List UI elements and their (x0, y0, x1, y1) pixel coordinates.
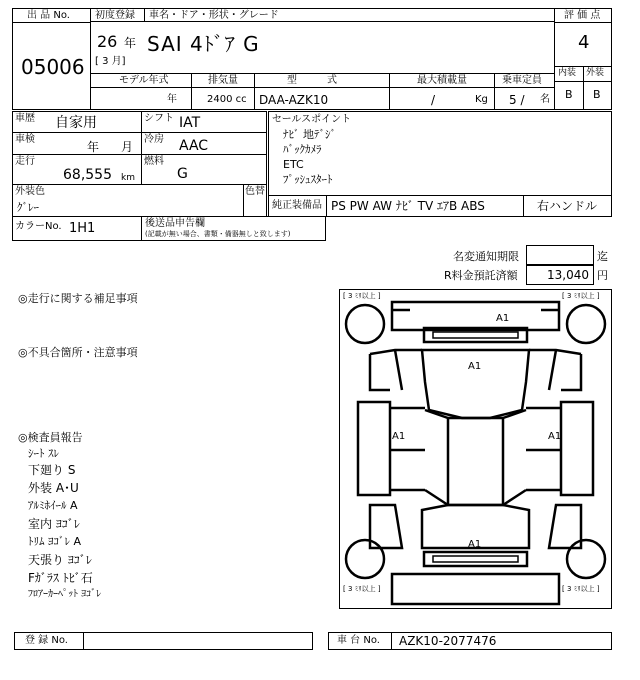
aftermarket-note: (記載が無い場合、書類・備器無しと致します) (145, 230, 291, 238)
mileage-label: 走行 (15, 156, 35, 167)
chassis-number-value: AZK10-2077476 (399, 634, 497, 648)
steering-side-value: 右ハンドル (537, 199, 598, 213)
max-load-value: / (431, 93, 436, 107)
inspector-report-list (28, 448, 101, 608)
chassis-number-box (328, 632, 612, 650)
recycle-fee-label: R料金預託済額 (444, 269, 518, 282)
first-registration-month: [ 3 月] (95, 56, 126, 67)
repaint-label: 色替 (245, 186, 265, 197)
tire-rear-right-depth: [ 3 ﾐﾘ以上 ] (562, 585, 600, 593)
sales-point-4: ﾌﾟｯｼｭｽﾀｰﾄ (283, 173, 333, 186)
tire-front-right-icon (567, 305, 605, 343)
lot-number: 05006 (21, 55, 85, 79)
shift-label: シフト (144, 113, 174, 124)
shift-value: IAT (179, 115, 201, 131)
chassis-number-label: 車 台 No. (337, 635, 380, 646)
sales-point-2: ﾊﾞｯｸｶﾒﾗ (283, 143, 322, 156)
capacity-value: 5 / (509, 93, 525, 107)
tire-front-right-depth: [ 3 ﾐﾘ以上 ] (562, 292, 600, 300)
rear-panel (424, 552, 527, 566)
recycle-fee-box (526, 265, 594, 285)
inspector-line: 天張り ﾖｺﾞﾚ (28, 553, 92, 567)
details-grid (12, 111, 267, 217)
exterior-color-value: ｸﾞﾚｰ (17, 201, 39, 214)
exterior-color-label: 外装色 (15, 186, 45, 197)
max-load-label: 最大積載量 (417, 75, 467, 86)
damage-mark-front-bumper: A1 (496, 313, 510, 324)
displacement-value: 2400 cc (207, 94, 247, 105)
equipment-label: 純正装備品 (272, 200, 322, 211)
aftermarket-label: 後送品申告欄 (145, 218, 205, 229)
equipment-value: PS PW AW ﾅﾋﾞ TV ｴｱB ABS (331, 199, 485, 213)
interior-grade-label: 内装 (558, 68, 577, 78)
sales-points-title: セールスポイント (272, 114, 352, 125)
damage-mark-trunk: A1 (468, 539, 482, 550)
front-bumper-outline (392, 302, 559, 330)
car-diagram-frame (339, 289, 612, 609)
lot-number-label: 出 品 No. (27, 10, 70, 21)
damage-mark-left-side: A1 (392, 431, 406, 442)
color-no-label: カラーNo. (15, 221, 62, 232)
inspector-line: 室内 ﾖｺﾞﾚ (28, 517, 80, 531)
ac-label: 冷房 (144, 134, 164, 145)
inspector-line: 外装 A･U (28, 481, 79, 495)
driving-notes-title: ◎走行に関する補足事項 (18, 292, 138, 305)
right-front-fender (529, 350, 581, 390)
first-registration-label: 初度登録 (95, 10, 135, 21)
tire-front-left-depth: [ 3 ﾐﾘ以上 ] (343, 292, 381, 300)
sales-point-1: ﾅﾋﾞ 地ﾃﾞｼﾞ (283, 128, 336, 141)
max-load-unit: Kg (475, 94, 488, 105)
left-side-outline (358, 402, 425, 495)
mileage-value: 68,555 (63, 167, 112, 183)
sales-point-3: ETC (283, 158, 304, 171)
type-label: 型 式 (287, 75, 337, 86)
damage-mark-hood: A1 (468, 361, 482, 372)
fuel-label: 燃料 (144, 156, 164, 167)
type-value: DAA-AZK10 (259, 93, 329, 107)
inspection-label: 車検 (15, 134, 35, 145)
grade-box (554, 8, 612, 110)
car-body-diagram (340, 290, 611, 608)
right-side-outline (526, 402, 593, 495)
inspector-line: Fｶﾞﾗｽ ﾄﾋﾞ石 (28, 571, 93, 585)
model-year-label: モデル年式 (119, 75, 169, 86)
recycle-fee-value: 13,040 (547, 268, 589, 282)
capacity-unit: 名 (540, 94, 550, 105)
fuel-value: G (177, 166, 188, 182)
registration-number-label: 登 録 No. (25, 635, 68, 646)
tire-rear-right-icon (567, 540, 605, 578)
registration-number-box (14, 632, 313, 650)
grade-value: 4 (578, 32, 590, 53)
rear-bumper-outline (392, 574, 559, 604)
name-change-deadline-label: 名変通知期限 (453, 250, 519, 263)
first-registration-year: 26 (97, 32, 118, 51)
tire-rear-left-icon (346, 540, 384, 578)
defects-notes-title: ◎不具合箇所・注意事項 (18, 346, 138, 359)
car-name-label: 車名・ドア・形状・グレード (149, 10, 279, 21)
left-front-fender (370, 350, 422, 390)
history-label: 車歴 (15, 113, 35, 124)
color-no-value: 1H1 (69, 221, 96, 236)
interior-grade-value: B (565, 88, 573, 101)
damage-mark-right-side: A1 (548, 431, 562, 442)
exterior-grade-label: 外装 (586, 68, 605, 78)
lot-number-box (12, 8, 91, 110)
color-no-row (12, 216, 326, 241)
car-name: SAI 4ﾄﾞｱ G (147, 32, 260, 56)
roof-outline (448, 418, 503, 505)
ac-value: AAC (179, 138, 209, 154)
inspection-year: 年 (87, 140, 100, 154)
inspector-line: ｱﾙﾐﾎｲｰﾙ A (28, 499, 78, 512)
displacement-label: 排気量 (208, 75, 238, 86)
equipment-row (268, 195, 612, 217)
mileage-unit: km (121, 173, 135, 183)
grade-label: 評 価 点 (564, 10, 601, 21)
capacity-label: 乗車定員 (502, 75, 542, 86)
exterior-grade-value: B (593, 88, 601, 101)
spec-row (90, 73, 555, 110)
recycle-fee-unit: 円 (597, 269, 608, 282)
inspection-month: 月 (121, 140, 134, 154)
cabin-outline (425, 410, 526, 505)
name-change-deadline-value (526, 245, 594, 265)
inspector-line: ﾌﾛｱｰｶｰﾍﾟｯﾄ ﾖｺﾞﾚ (28, 589, 102, 600)
inspector-line: ｼｰﾄ ｽﾚ (28, 447, 59, 460)
tire-front-left-icon (346, 305, 384, 343)
inspector-report-title: ◎検査員報告 (18, 431, 83, 444)
inspector-line: 下廻り S (28, 463, 76, 477)
inspector-line: ﾄﾘﾑ ﾖｺﾞﾚ A (28, 535, 82, 548)
name-change-deadline-unit: 迄 (597, 250, 608, 263)
sales-points-box (268, 111, 612, 196)
history-value: 自家用 (55, 115, 97, 131)
model-year-unit: 年 (167, 94, 177, 105)
car-title-box (90, 8, 555, 74)
tire-rear-left-depth: [ 3 ﾐﾘ以上 ] (343, 585, 381, 593)
first-registration-year-unit: 年 (124, 36, 137, 50)
